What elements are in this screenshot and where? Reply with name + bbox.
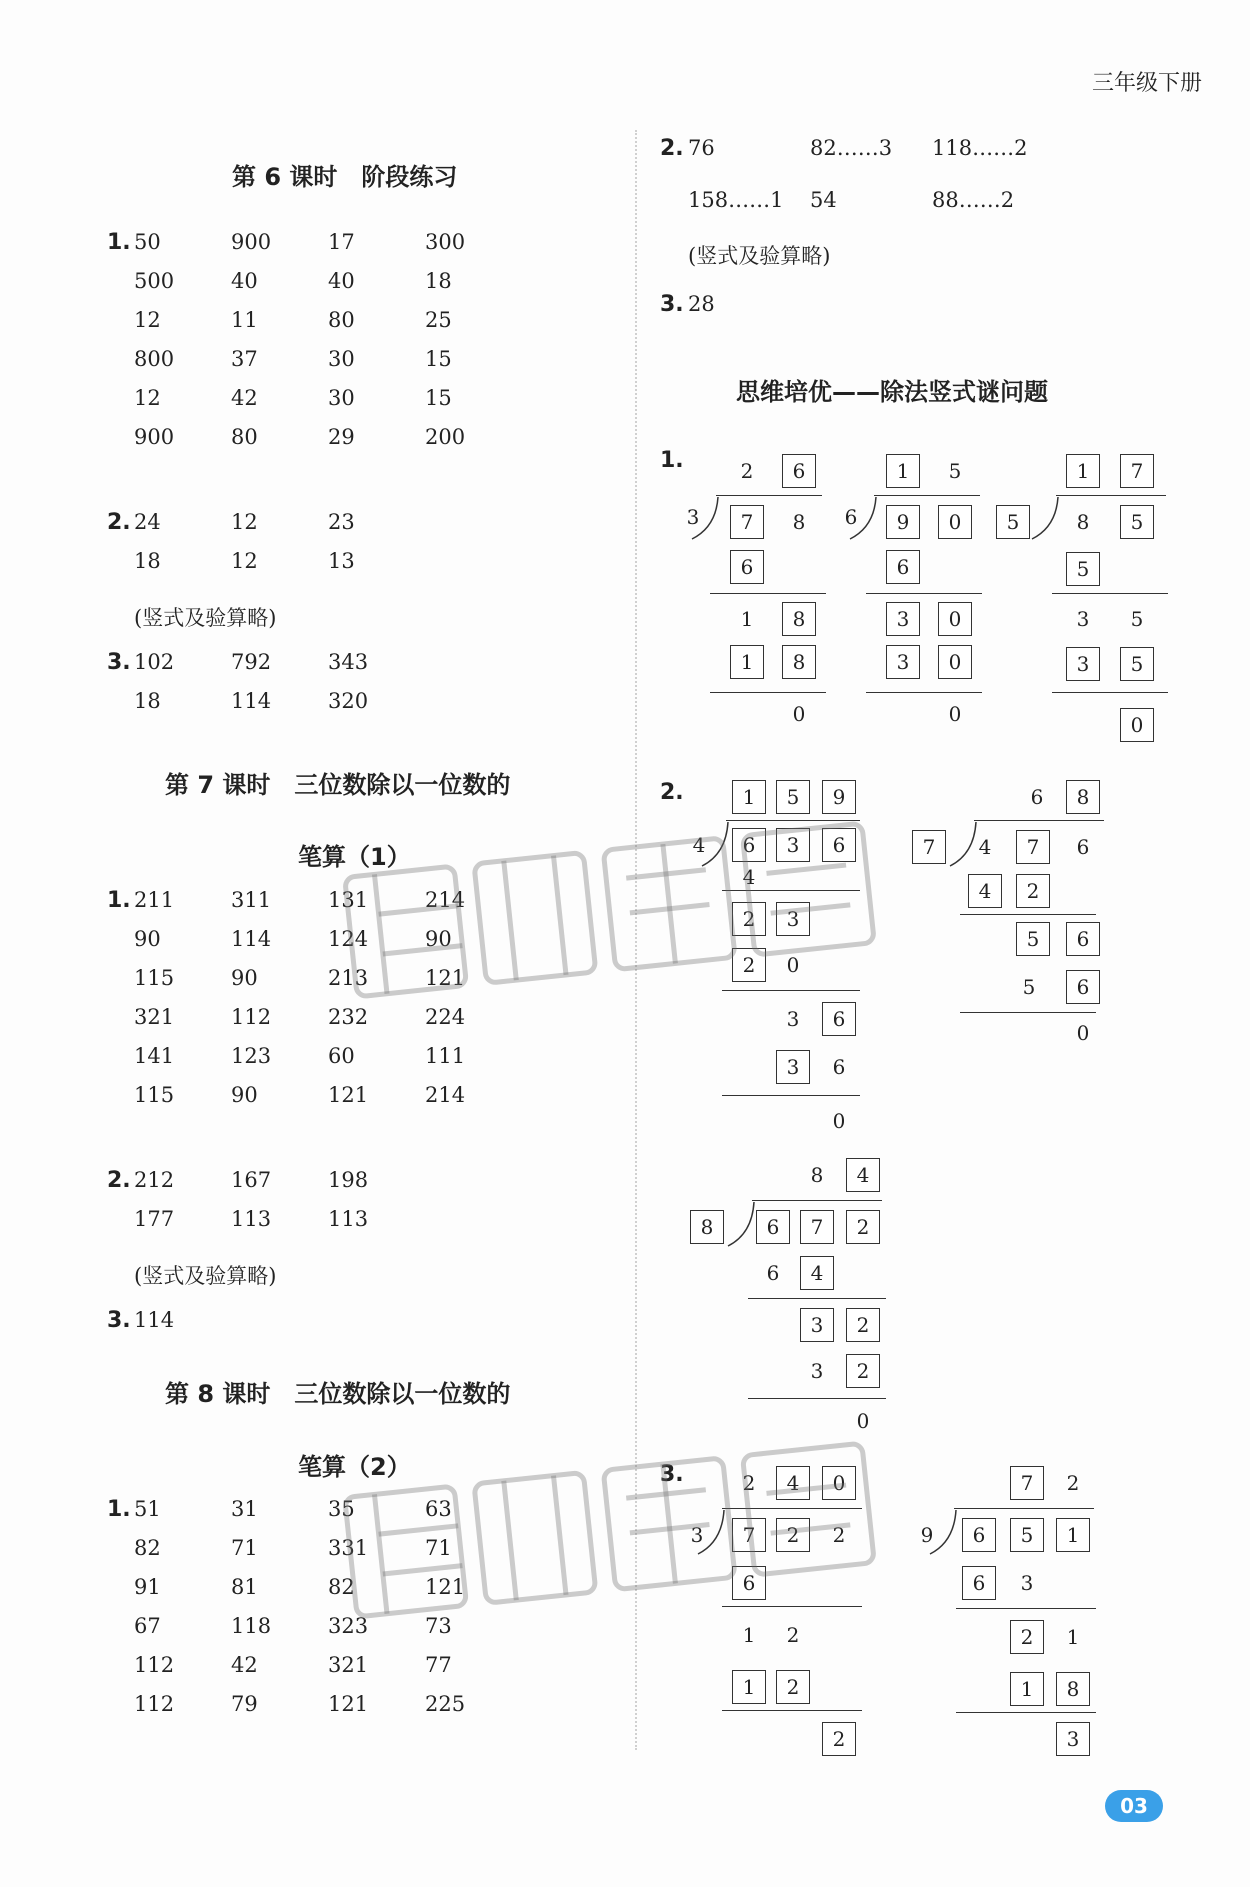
subtraction-line: [710, 593, 826, 594]
subtraction-line: [1052, 593, 1168, 594]
answer-box: 2: [822, 1722, 856, 1756]
answer-cell: 500: [134, 269, 175, 293]
answer-cell: 323: [328, 1614, 369, 1638]
answer-cell: 224: [425, 1005, 466, 1029]
answer-box: 9: [822, 780, 856, 814]
answer-box: 3: [776, 1050, 810, 1084]
answer-cell: 80: [231, 425, 258, 449]
digit: 5: [1130, 607, 1144, 631]
answer-cell: 115: [134, 1083, 175, 1107]
answer-cell: 12: [231, 549, 258, 573]
digit: 1: [740, 607, 754, 631]
answer-box: 6: [732, 828, 766, 862]
answer-cell: 214: [425, 1083, 466, 1107]
answer-box: 7: [912, 830, 946, 864]
answer-box: 4: [846, 1158, 880, 1192]
answer-row: [134, 1653, 522, 1677]
answer-box: 6: [1066, 970, 1100, 1004]
digit: 8: [1076, 510, 1090, 534]
answer-cell: 91: [134, 1575, 161, 1599]
answer-cell: 82……3: [810, 136, 893, 160]
answer-cell: 11: [231, 308, 258, 332]
answer-box: 9: [886, 505, 920, 539]
subtraction-line: [956, 1712, 1096, 1713]
answer-cell: 167: [231, 1168, 272, 1192]
answer-row: [134, 269, 522, 293]
answer-cell: 141: [134, 1044, 175, 1068]
digit: 0: [792, 702, 806, 726]
division-bracket: [848, 495, 878, 545]
answer-cell: 60: [328, 1044, 355, 1068]
digit: 0: [856, 1409, 870, 1433]
answer-cell: 13: [328, 549, 355, 573]
answer-cell: 82: [328, 1575, 355, 1599]
answer-box: 2: [846, 1210, 880, 1244]
answer-box: 6: [822, 1002, 856, 1036]
answer-cell: 800: [134, 347, 175, 371]
digit: 4: [978, 835, 992, 859]
lesson6-q1-number: 1.: [107, 230, 131, 255]
answer-cell: 18: [134, 689, 161, 713]
digit: 2: [742, 1471, 756, 1495]
answer-cell: 200: [425, 425, 466, 449]
lesson6-q2-number: 2.: [107, 510, 131, 535]
answer-box: 0: [938, 602, 972, 636]
answer-cell: 67: [134, 1614, 161, 1638]
digit: 6: [1030, 785, 1044, 809]
division-line: [954, 1508, 1094, 1509]
digit: 0: [948, 702, 962, 726]
answer-cell: 17: [328, 230, 355, 254]
answer-box: 0: [1120, 708, 1154, 742]
answer-cell: 900: [231, 230, 272, 254]
answer-cell: 121: [328, 1692, 369, 1716]
answer-cell: 76: [688, 136, 715, 160]
answer-box: 8: [782, 602, 816, 636]
answer-box: 5: [776, 780, 810, 814]
digit: 1: [1066, 1625, 1080, 1649]
puzzle3-number: 3.: [660, 1462, 684, 1487]
division-line: [716, 495, 822, 496]
answer-cell: 131: [328, 888, 369, 912]
answer-cell: 79: [231, 1692, 258, 1716]
answer-row: [134, 650, 425, 674]
answer-box: 5: [996, 505, 1030, 539]
answer-box: 6: [962, 1566, 996, 1600]
answer-cell: 214: [425, 888, 466, 912]
answer-cell: 343: [328, 650, 369, 674]
subtraction-line: [960, 1012, 1096, 1013]
answer-cell: 115: [134, 966, 175, 990]
lesson8-q1-number: 1.: [107, 1497, 131, 1522]
subtraction-line: [722, 1095, 860, 1096]
answer-cell: 31: [231, 1497, 258, 1521]
digit: 1: [742, 1623, 756, 1647]
answer-cell: 12: [134, 386, 161, 410]
division-line: [752, 1200, 882, 1201]
answer-box: 0: [822, 1466, 856, 1500]
answer-cell: 90: [134, 927, 161, 951]
division-bracket: [928, 1508, 958, 1560]
division-bracket: [726, 1200, 756, 1252]
answer-box: 3: [776, 828, 810, 862]
right-q2-note: (竖式及验算略): [688, 244, 831, 268]
answer-box: 5: [1066, 552, 1100, 586]
answer-cell: 90: [231, 1083, 258, 1107]
answer-cell: 211: [134, 888, 175, 912]
answer-box: 1: [1066, 454, 1100, 488]
lesson7-title-line2: 笔算（1）: [298, 843, 411, 871]
subtraction-line: [710, 692, 826, 693]
answer-cell: 25: [425, 308, 452, 332]
answer-cell: 300: [425, 230, 466, 254]
subtraction-line: [960, 914, 1096, 915]
answer-cell: 15: [425, 347, 452, 371]
answer-cell: 118……2: [932, 136, 1028, 160]
answer-cell: 29: [328, 425, 355, 449]
lesson8-title-line1: 第 8 课时 三位数除以一位数的: [165, 1380, 511, 1408]
answer-box: 6: [732, 1566, 766, 1600]
answer-box: 4: [968, 874, 1002, 908]
digit: 6: [832, 1055, 846, 1079]
right-q3-number: 3.: [660, 292, 684, 317]
answer-cell: 37: [231, 347, 258, 371]
answer-cell: 90: [425, 927, 452, 951]
answer-cell: 12: [231, 510, 258, 534]
answer-cell: 112: [134, 1653, 175, 1677]
answer-box: 3: [776, 902, 810, 936]
digit: 0: [1076, 1021, 1090, 1045]
answer-box: 1: [730, 645, 764, 679]
answer-cell: 112: [134, 1692, 175, 1716]
answer-cell: 792: [231, 650, 272, 674]
answer-cell: 80: [328, 308, 355, 332]
answer-box: 6: [886, 550, 920, 584]
answer-cell: 114: [231, 927, 272, 951]
digit: 6: [844, 505, 858, 529]
section-title-division-puzzle: 思维培优——除法竖式谜问题: [736, 378, 1048, 406]
answer-cell: 118: [231, 1614, 272, 1638]
answer-cell: 35: [328, 1497, 355, 1521]
answer-box: 5: [1120, 505, 1154, 539]
answer-cell: 71: [425, 1536, 452, 1560]
answer-cell: 71: [231, 1536, 258, 1560]
digit: 3: [786, 1007, 800, 1031]
answer-cell: 320: [328, 689, 369, 713]
answer-box: 7: [1016, 830, 1050, 864]
answer-cell: 77: [425, 1653, 452, 1677]
answer-cell: 51: [134, 1497, 161, 1521]
digit: 3: [686, 505, 700, 529]
answer-cell: 12: [134, 308, 161, 332]
subtraction-line: [866, 692, 982, 693]
answer-box: 6: [1066, 922, 1100, 956]
answer-cell: 158……1: [688, 188, 784, 212]
answer-box: 7: [730, 505, 764, 539]
answer-cell: 321: [134, 1005, 175, 1029]
answer-cell: 113: [231, 1207, 272, 1231]
digit: 2: [1066, 1471, 1080, 1495]
right-q2-row2: [688, 188, 1014, 212]
answer-cell: 42: [231, 386, 258, 410]
answer-box: 6: [962, 1518, 996, 1552]
answer-cell: 82: [134, 1536, 161, 1560]
answer-cell: 331: [328, 1536, 369, 1560]
digit: 3: [1076, 607, 1090, 631]
digit: 4: [692, 833, 706, 857]
digit: 0: [832, 1109, 846, 1133]
right-q2-number: 2.: [660, 136, 684, 161]
answer-cell: 81: [231, 1575, 258, 1599]
lesson7-q3-answer: 114: [134, 1308, 175, 1332]
answer-box: 2: [732, 948, 766, 982]
answer-cell: 121: [425, 1575, 466, 1599]
answer-cell: 114: [231, 689, 272, 713]
answer-box: 3: [886, 645, 920, 679]
answer-cell: 50: [134, 230, 161, 254]
answer-box: 2: [776, 1518, 810, 1552]
answer-cell: 42: [231, 1653, 258, 1677]
answer-box: 7: [800, 1210, 834, 1244]
answer-box: 2: [1016, 874, 1050, 908]
division-bracket: [1030, 495, 1060, 545]
answer-row: [134, 1207, 425, 1231]
answer-cell: 121: [425, 966, 466, 990]
answer-cell: 121: [328, 1083, 369, 1107]
answer-box: 8: [1066, 780, 1100, 814]
lesson7-title-line1: 第 7 课时 三位数除以一位数的: [165, 771, 511, 799]
answer-box: 6: [730, 550, 764, 584]
answer-box: 8: [690, 1210, 724, 1244]
answer-cell: 18: [425, 269, 452, 293]
answer-box: 2: [776, 1670, 810, 1704]
digit: 4: [742, 865, 756, 889]
answer-cell: 18: [134, 549, 161, 573]
answer-cell: 73: [425, 1614, 452, 1638]
puzzle2-number: 2.: [660, 780, 684, 805]
lesson6-title: 第 6 课时 阶段练习: [232, 163, 458, 191]
answer-cell: 113: [328, 1207, 369, 1231]
digit: 2: [832, 1523, 846, 1547]
answer-box: 7: [1120, 454, 1154, 488]
answer-cell: 213: [328, 966, 369, 990]
digit: 6: [766, 1261, 780, 1285]
digit: 8: [810, 1163, 824, 1187]
right-q2-row1: [688, 136, 1027, 160]
lesson7-q1-number: 1.: [107, 888, 131, 913]
answer-box: 8: [782, 645, 816, 679]
answer-box: 4: [800, 1256, 834, 1290]
answer-row: [134, 1044, 522, 1068]
answer-row: [134, 347, 522, 371]
digit: 2: [740, 459, 754, 483]
answer-box: 2: [846, 1354, 880, 1388]
lesson6-q3-number: 3.: [107, 650, 131, 675]
answer-cell: 225: [425, 1692, 466, 1716]
puzzle1-number: 1.: [660, 448, 684, 473]
answer-row: [134, 386, 522, 410]
digit: 8: [792, 510, 806, 534]
division-line: [874, 495, 980, 496]
answer-cell: 198: [328, 1168, 369, 1192]
answer-cell: 111: [425, 1044, 466, 1068]
answer-box: 7: [1010, 1466, 1044, 1500]
answer-row: [134, 689, 425, 713]
answer-row: [134, 1083, 522, 1107]
grade-label: 三年级下册: [1091, 71, 1202, 96]
answer-cell: 40: [231, 269, 258, 293]
answer-cell: 63: [425, 1497, 452, 1521]
answer-box: 1: [1010, 1672, 1044, 1706]
lesson7-q2-note: (竖式及验算略): [134, 1264, 277, 1288]
answer-row: [134, 230, 522, 254]
answer-row: [134, 1168, 425, 1192]
subtraction-line: [722, 1710, 862, 1711]
digit: 9: [920, 1523, 934, 1547]
digit: 5: [1022, 975, 1036, 999]
answer-box: 6: [822, 828, 856, 862]
answer-box: 1: [1056, 1518, 1090, 1552]
subtraction-line: [1052, 692, 1168, 693]
right-q3-answer: 28: [688, 292, 715, 316]
subtraction-line: [748, 1298, 886, 1299]
answer-cell: 30: [328, 386, 355, 410]
answer-box: 3: [886, 602, 920, 636]
answer-box: 5: [1010, 1518, 1044, 1552]
answer-cell: 24: [134, 510, 161, 534]
answer-cell: 30: [328, 347, 355, 371]
watermark-logo: [330, 1440, 890, 1630]
answer-cell: 321: [328, 1653, 369, 1677]
digit: 2: [786, 1623, 800, 1647]
answer-row: [134, 510, 425, 534]
answer-box: 0: [938, 645, 972, 679]
answer-box: 1: [886, 454, 920, 488]
subtraction-line: [956, 1608, 1096, 1609]
answer-cell: 54: [810, 188, 837, 212]
answer-cell: 177: [134, 1207, 175, 1231]
answer-cell: 311: [231, 888, 272, 912]
division-bracket: [690, 495, 720, 545]
answer-box: 6: [756, 1210, 790, 1244]
answer-box: 3: [1066, 647, 1100, 681]
answer-box: 6: [782, 454, 816, 488]
answer-box: 7: [732, 1518, 766, 1552]
lesson7-q3-number: 3.: [107, 1308, 131, 1333]
answer-cell: 102: [134, 650, 175, 674]
answer-box: 1: [732, 1670, 766, 1704]
answer-cell: 900: [134, 425, 175, 449]
digit: 3: [1020, 1571, 1034, 1595]
watermark-logo: [330, 820, 890, 1010]
answer-box: 1: [732, 780, 766, 814]
answer-cell: 212: [134, 1168, 175, 1192]
answer-box: 5: [1016, 922, 1050, 956]
answer-box: 2: [1010, 1620, 1044, 1654]
digit: 3: [690, 1523, 704, 1547]
answer-box: 4: [776, 1466, 810, 1500]
subtraction-line: [866, 593, 982, 594]
answer-row: [134, 425, 522, 449]
answer-row: [134, 549, 425, 573]
answer-box: 2: [732, 902, 766, 936]
lesson8-title-line2: 笔算（2）: [298, 1453, 411, 1481]
division-line: [974, 820, 1104, 821]
lesson6-q2-note: (竖式及验算略): [134, 606, 277, 630]
answer-box: 8: [1056, 1672, 1090, 1706]
answer-cell: 123: [231, 1044, 272, 1068]
answer-cell: 124: [328, 927, 369, 951]
answer-cell: 40: [328, 269, 355, 293]
answer-cell: 23: [328, 510, 355, 534]
answer-cell: 112: [231, 1005, 272, 1029]
digit: 6: [1076, 835, 1090, 859]
answer-cell: 88……2: [932, 188, 1015, 212]
answer-box: 3: [800, 1308, 834, 1342]
lesson7-q2-number: 2.: [107, 1168, 131, 1193]
answer-box: 2: [846, 1308, 880, 1342]
answer-box: 3: [1056, 1722, 1090, 1756]
answer-cell: 15: [425, 386, 452, 410]
page-number-badge: 03: [1105, 1790, 1163, 1822]
digit: 5: [948, 459, 962, 483]
division-line: [1056, 495, 1166, 496]
answer-row: [134, 1692, 522, 1716]
subtraction-line: [748, 1398, 886, 1399]
digit: 3: [810, 1359, 824, 1383]
answer-row: [134, 308, 522, 332]
answer-box: 0: [938, 505, 972, 539]
answer-cell: 90: [231, 966, 258, 990]
digit: 0: [786, 953, 800, 977]
answer-cell: 232: [328, 1005, 369, 1029]
answer-box: 5: [1120, 647, 1154, 681]
